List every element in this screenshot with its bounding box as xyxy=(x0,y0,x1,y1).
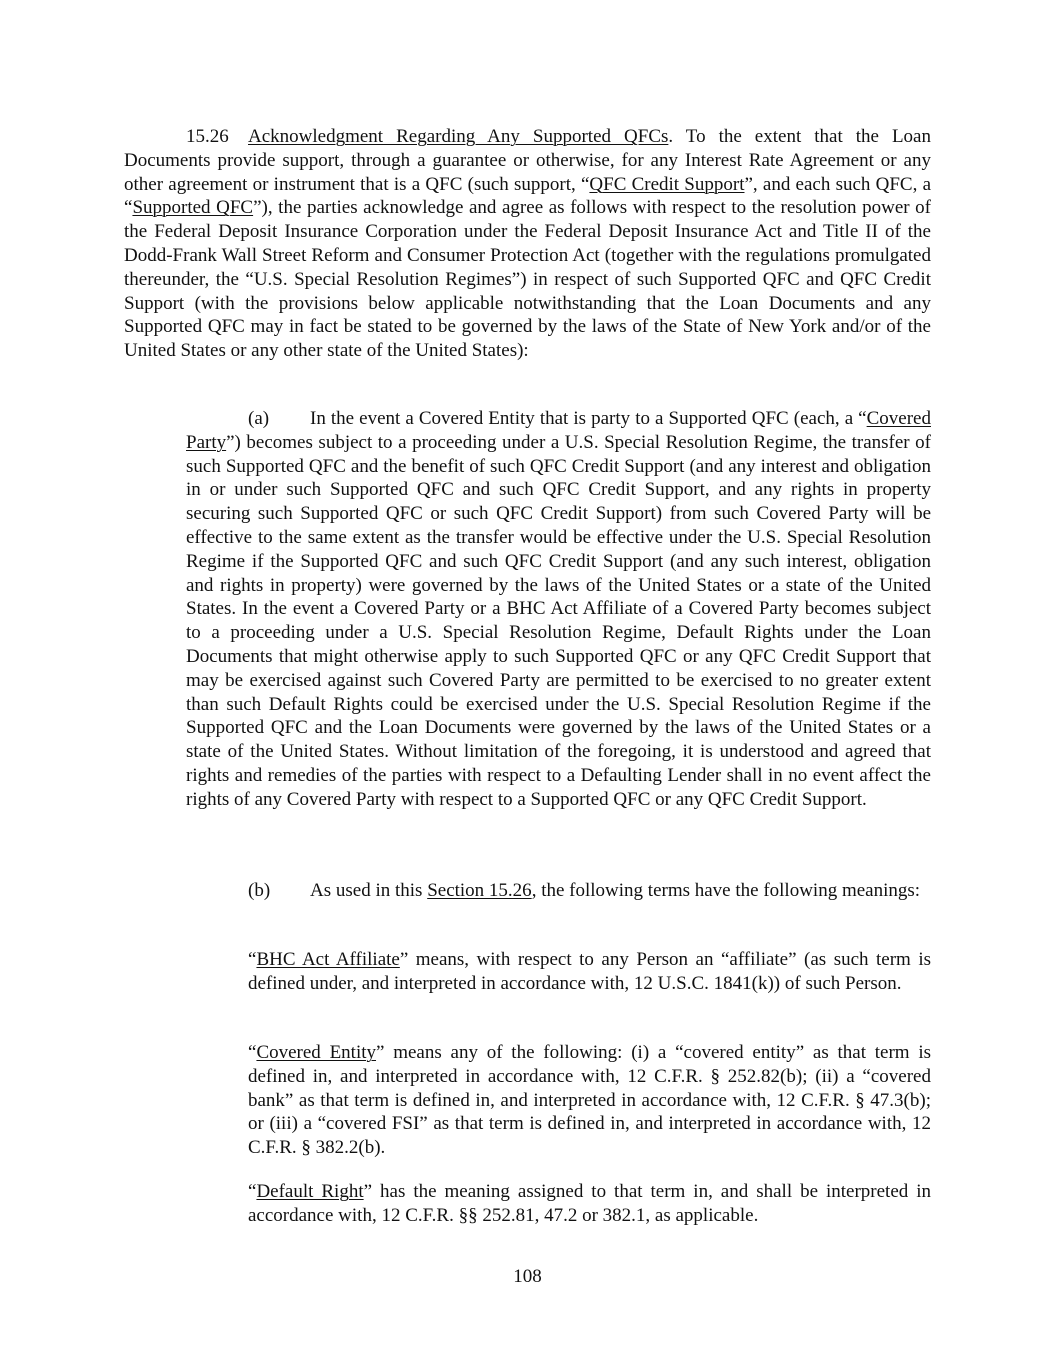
definition-open-quote: “ xyxy=(248,1042,257,1063)
clause-b-text-1: As used in this xyxy=(310,880,428,901)
definition-bhc-act-affiliate xyxy=(248,948,931,996)
page-number: 108 xyxy=(513,1266,542,1287)
definition-text: ” has the meaning assigned to that term in, and shall be interpreted in accordance with, 12 C.F.R. §§ 252.81, 47.2 or 382.1, as applicable. xyxy=(248,1181,932,1226)
clause-a-paragraph xyxy=(186,407,931,812)
section-body-text-1: To the extent that the Loan Documents provide support, through a guarantee or otherwise, for any Interest Rate Agreement or any other agreement or instrument that is a QFC (such support, “ xyxy=(124,126,931,195)
clause-a-text-2: ”) becomes subject to a proceeding under a U.S. Special Resolution Regime, the transfer of such Supported QFC and the benefit of such QFC Credit Support (and any interest and obligation in or under such Supported QFC and such QFC Credit Support, and any rights in property securing such Supported QFC or such QFC Credit Support) from such Covered Party will be effective to the same extent as the transfer would be effective under the U.S. Special Resolution Regime if the Supported QFC and such QFC Credit Support (and any such interest, obligation and rights in property) were governed by the laws of the United States or a state of the United States. In the event a Covered Party or a BHC Act Affiliate of a Covered Party becomes subject to a proceeding under a U.S. Special Resolution Regime, Default Rights under the Loan Documents that might otherwise apply to such Supported QFC or any QFC Credit Support that may be exercised against such Covered Party are permitted to be exercised to no greater extent than such Default Rights could be exercised under the U.S. Special Resolution Regime if the Supported QFC and the Loan Documents were governed by the laws of the United States or a state of the United States. Without limitation of the foregoing, it is understood and agreed that rights and remedies of the parties with respect to a Defaulting Lender shall in no event affect the rights of any Covered Party with respect to a Supported QFC or any QFC Credit Support. xyxy=(186,431,931,810)
section-heading-period: . xyxy=(668,126,674,147)
term-qfc-credit-support: QFC Credit Support xyxy=(589,173,745,195)
term-supported-qfc: Supported QFC xyxy=(132,197,254,219)
definition-text: ” means, with respect to any Person an “affiliate” (as such term is defined under, and interpreted in accordance with, 12 U.S.C. 1841(k)) of such Person. xyxy=(248,949,931,994)
clause-b-paragraph xyxy=(186,879,931,903)
section-heading: Acknowledgment Regarding Any Supported QFCs xyxy=(248,126,669,147)
clause-a-text-1: In the event a Covered Entity that is party to a Supported QFC (each, a “ xyxy=(310,408,867,429)
clause-a-label: (a) xyxy=(248,408,270,429)
definition-open-quote: “ xyxy=(248,949,257,970)
definition-covered-entity xyxy=(248,1041,931,1160)
section-reference: Section 15.26 xyxy=(427,880,532,901)
definition-term: Default Right xyxy=(256,1181,364,1202)
definition-term: Covered Entity xyxy=(256,1042,377,1063)
definition-default-right xyxy=(248,1180,931,1228)
term-covered-party: Covered Party xyxy=(186,408,931,453)
clause-b-label: (b) xyxy=(248,880,271,901)
section-15-26-paragraph xyxy=(124,125,931,363)
definition-open-quote: “ xyxy=(248,1181,257,1202)
clause-b-text-2: , the following terms have the following meanings: xyxy=(531,880,921,901)
section-body-text-3: ”), the parties acknowledge and agree as follows with respect to the resolution power of the Federal Deposit Insurance Corporation under the Federal Deposit Insurance Act and Title II of the Dodd-Frank Wall Street Reform and Consumer Protection Act (together with the regulations promulgated thereunder, the “U.S. Special Resolution Regimes”) in respect of such Supported QFC and QFC Credit Support (with the provisions below applicable notwithstanding that the Loan Documents and any Supported QFC may in fact be stated to be governed by the laws of the State of New York and/or of the United States or any other state of the United States): xyxy=(124,197,931,362)
definition-term: BHC Act Affiliate xyxy=(256,949,400,970)
section-body-text-2: ”, and each such QFC, a “ xyxy=(124,173,931,219)
definition-text: ” means any of the following: (i) a “covered entity” as that term is defined in, and interpreted in accordance with, 12 C.F.R. § 252.82(b); (ii) a “covered bank” as that term is defined in, and interpreted in accordance with, 12 C.F.R. § 47.3(b); or (iii) a “covered FSI” as that term is defined in, and interpreted in accordance with, 12 C.F.R. § 382.2(b). xyxy=(248,1042,931,1159)
section-number: 15.26 xyxy=(186,126,229,147)
